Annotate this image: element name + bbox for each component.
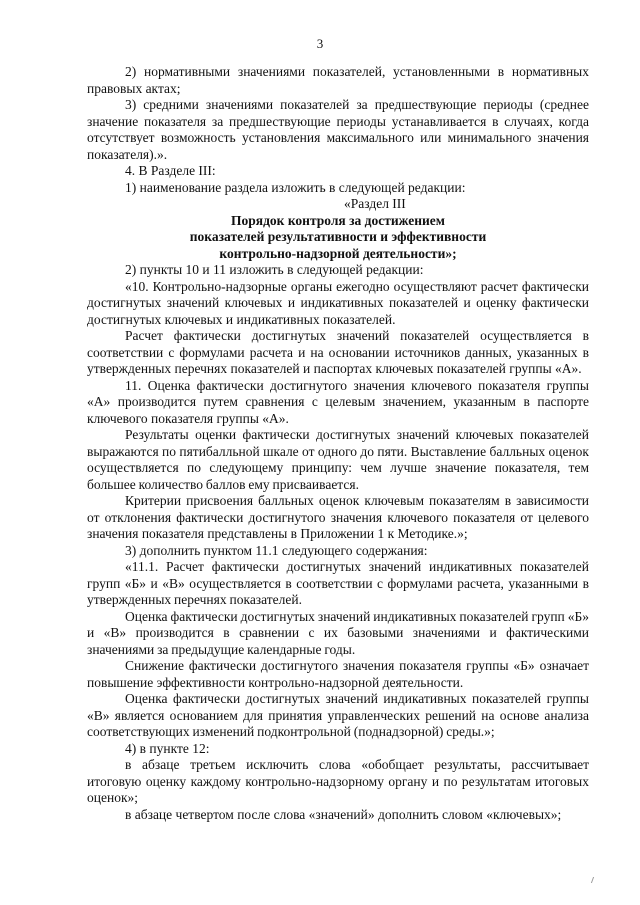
paragraph: 1) наименование раздела изложить в следующей редакции: <box>125 179 466 195</box>
paragraph: Снижение фактически достигнутого значения показателя группы «Б» означает повышение эффективности контрольно-надзорной деятельности. <box>87 658 589 690</box>
paragraph: 2) нормативными значениями показателей, установленными в нормативных правовых актах; <box>87 64 589 96</box>
paragraph: 3) средними значениями показателей за предшествующие периоды (среднее значение показателя за предшествующие периоды устанавливается в случаях, когда отсутствует возможность установления максимального или минимального значения показателя).». <box>87 97 589 162</box>
paragraph: Критерии присвоения балльных оценок ключевым показателям в зависимости от отклонения фактически достигнутого значения ключевого показателя от целевого значения показателя представлены в Приложении 1 к Методике.»; <box>87 493 589 541</box>
section-title-line: показателей результативности и эффективности <box>189 229 487 244</box>
paragraph: Расчет фактически достигнутых значений показателей осуществляется в соответствии с формулами расчета и на основании источников данных, указанных в утвержденных перечнях показателей и паспортах ключевых показателей группы «А». <box>87 328 589 376</box>
section-title-line: контрольно-надзорной деятельности»; <box>219 245 457 261</box>
scan-mark <box>591 877 597 883</box>
paragraph: в абзаце третьем исключить слова «обобщает результаты, рассчитывает итоговую оценку каждому контрольно-надзорному органу и по результатам итоговых оценок»; <box>87 757 589 805</box>
paragraph: Оценка фактически достигнутых значений индикативных показателей групп «Б» и «В» производится в сравнении с их базовыми значениями и фактическими значениями за предыдущие календарные годы. <box>87 608 589 657</box>
section-title-line: Порядок контроля за достижением <box>231 212 445 228</box>
paragraph: «10. Контрольно-надзорные органы ежегодно осуществляют расчет фактически достигнутых значений ключевых и индикативных показателей и оценку фактически достигнутых ключевых и индикативных показателей. <box>87 278 589 327</box>
document-body <box>87 64 589 823</box>
paragraph: 4. В Разделе III: <box>125 163 216 178</box>
paragraph: 3) дополнить пунктом 11.1 следующего содержания: <box>125 542 428 558</box>
paragraph: Результаты оценки фактически достигнутых значений ключевых показателей выражаются по пятибалльной шкале от одного до пяти. Выставление балльных оценок осуществляется по следующему принципу: чем лучше значение показателя, тем большее количество баллов ему присваивается. <box>87 427 589 492</box>
paragraph: Оценка фактически достигнутых значений индикативных показателей группы «В» является основанием для принятия управленческих решений на основе анализа соответствующих изменений подконтрольной (поднадзорной) среды.»; <box>87 691 589 739</box>
page-number: 3 <box>316 36 324 51</box>
paragraph: 2) пункты 10 и 11 изложить в следующей редакции: <box>125 262 424 277</box>
paragraph: «11.1. Расчет фактически достигнутых значений индикативных показателей групп «Б» и «В» осуществляется в соответствии с формулами расчета, указанными в утвержденных перечнях показателей. <box>87 559 589 607</box>
paragraph: в абзаце четвертом после слова «значений» дополнить словом «ключевых»; <box>125 806 562 822</box>
paragraph: 4) в пункте 12: <box>125 740 210 756</box>
section-label: «Раздел III <box>344 196 406 211</box>
paragraph: 11. Оценка фактически достигнутого значения ключевого показателя группы «А» производится путем сравнения с целевым значением, указанным в паспорте ключевого показателя группы «А». <box>87 377 589 426</box>
